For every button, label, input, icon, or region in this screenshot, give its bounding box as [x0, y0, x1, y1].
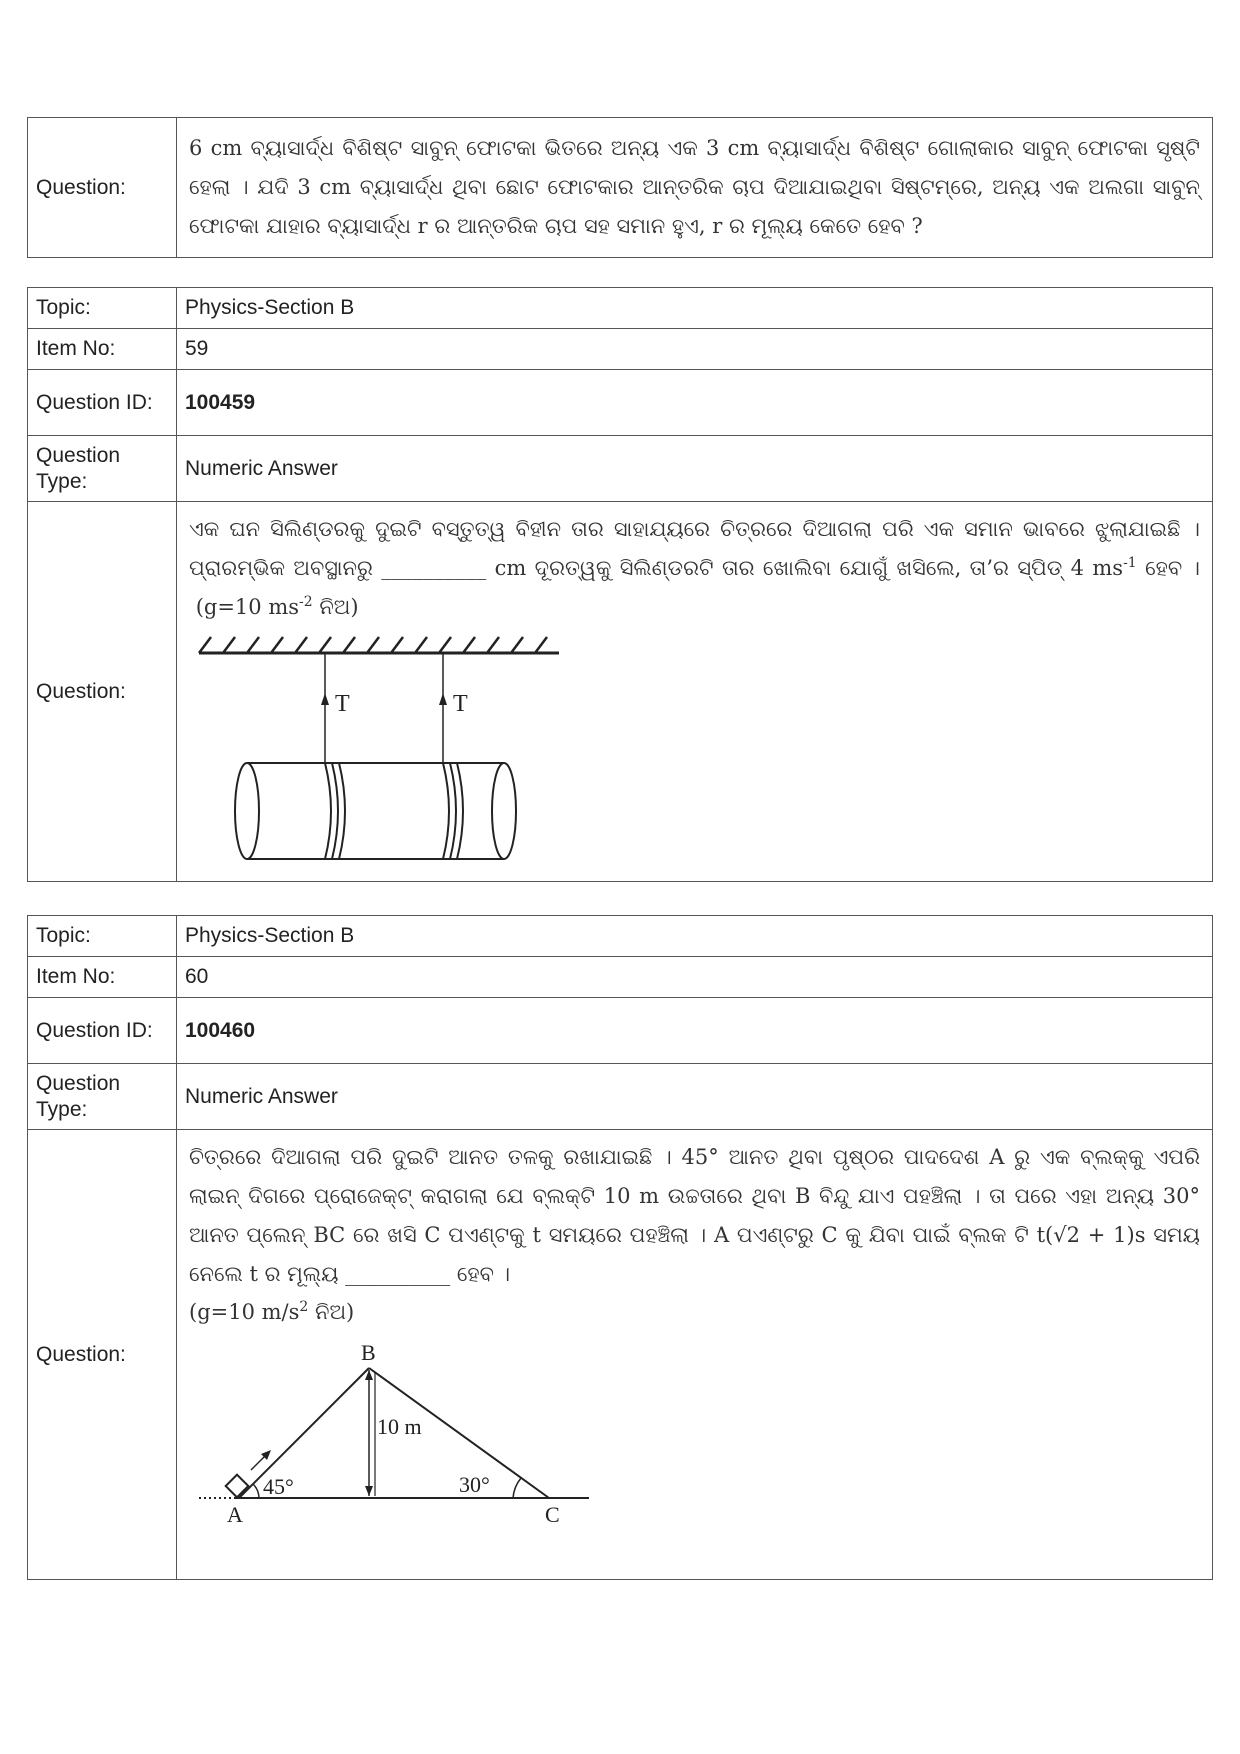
gravity-note	[189, 1293, 1200, 1332]
question-type-label: Question Type:	[28, 436, 177, 502]
tension-arrow-left	[321, 693, 329, 705]
question-type-row	[28, 1064, 1213, 1130]
question-text-main: ଏକ ଘନ ସିଲିଣ୍ଡରକୁ ଦୁଇଟି ବସ୍ତୁତ୍ୱ ବିହୀନ ତାର ସାହାଯ୍ୟରେ ଚିତ୍ରରେ ଦିଆଗଲା ପରି ଏକ ସମାନ ଭାବରେ ଝୁଲାଯାଇଛି । ପ୍ରାରମ୍ଭିକ ଅବସ୍ଥାନରୁ __________ cm ଦୂରତ୍ୱକୁ ସିଲିଣ୍ଡରଟି ତାର ଖୋଲିବା ଯୋଗୁଁ ଖସିଲେ, ତା’ର ସ୍ପିଡ୍ 4 ms	[189, 517, 1200, 580]
question-row	[28, 118, 1213, 258]
gravity-exponent: -2	[299, 593, 313, 610]
height-arrow-bottom	[365, 1486, 373, 1496]
question-label: Question:	[28, 1130, 177, 1580]
question-row	[28, 502, 1213, 882]
gravity-prefix: (g=10 ms	[195, 594, 300, 619]
question-id-value: 100460	[177, 998, 1213, 1064]
question-type-row	[28, 436, 1213, 502]
question-id-label: Question ID:	[28, 998, 177, 1064]
item-no-row	[28, 957, 1213, 998]
question-type-value: Numeric Answer	[177, 1064, 1213, 1130]
cylinder-figure	[189, 631, 609, 866]
incline-ab	[239, 1368, 369, 1498]
item-no-label: Item No:	[28, 957, 177, 998]
question-cell	[177, 502, 1213, 882]
question-id-label: Question ID:	[28, 370, 177, 436]
speed-exponent: -1	[1123, 554, 1137, 571]
height-label: 10 m	[377, 1414, 422, 1440]
point-label-c: C	[545, 1502, 560, 1527]
gravity-suffix: ନିଅ)	[312, 594, 359, 619]
item-no-value: 60	[177, 957, 1213, 998]
block	[226, 1475, 249, 1498]
angle-label-right: 30°	[459, 1472, 490, 1498]
point-label-b: B	[361, 1340, 376, 1366]
question-text: ଚିତ୍ରରେ ଦିଆଗଲା ପରି ଦୁଇଟି ଆନତ ତଳକୁ ରଖାଯାଇଛି । 45° ଆନତ ଥିବା ପୃଷ୍ଠର ପାଦଦେଶ A ରୁ ଏକ ବ୍ଲକ୍‌କୁ ଏପରି ଲାଇନ୍ ଦିଗରେ ପ୍ରୋଜେକ୍ଟ୍ କରାଗଲା ଯେ ବ୍ଲକ୍‌ଟି 10 m ଉଚ୍ଚତାରେ ଥିବା B ବିନ୍ଦୁ ଯାଏ ପହଞ୍ଚିଲା । ତା ପରେ ଏହା ଅନ୍ୟ 30° ଆନତ ପ୍ଲେନ୍ BC ରେ ଖସି C ପଏଣ୍ଟକୁ t ସମୟରେ ପହଞ୍ଚିଲା । A ପଏଣ୍ଟରୁ C କୁ ଯିବା ପାଇଁ ବ୍ଲକ ଟି t(√2 + 1)s ସମୟ ନେଲେ t ର ମୂଲ୍ୟ __________ ହେବ ।	[189, 1145, 1200, 1286]
question-table-3	[27, 915, 1213, 1580]
question-cell	[177, 118, 1213, 258]
gravity-suffix: ନିଅ)	[308, 1300, 355, 1325]
question-row	[28, 1130, 1213, 1580]
item-no-row	[28, 329, 1213, 370]
question-label: Question:	[28, 118, 177, 258]
question-table-2	[27, 287, 1213, 882]
question-id-value: 100459	[177, 370, 1213, 436]
item-no-value: 59	[177, 329, 1213, 370]
incline-figure	[189, 1336, 609, 1526]
question-text: 6 cm ବ୍ୟାସାର୍ଦ୍ଧ ବିଶିଷ୍ଟ ସାବୁନ୍ ଫୋଟକା ଭିତରେ ଅନ୍ୟ ଏକ 3 cm ବ୍ୟାସାର୍ଦ୍ଧ ବିଶିଷ୍ଟ ଗୋଲାକାର ସାବୁନ୍ ଫୋଟକା ସୃଷ୍ଟି ହେଲା । ଯଦି 3 cm ବ୍ୟାସାର୍ଦ୍ଧ ଥିବା ଛୋଟ ଫୋଟକାର ଆନ୍ତରିକ ଚାପ ଦିଆଯାଇଥିବା ସିଷ୍ଟମ୍‌ରେ, ଅନ୍ୟ ଏକ ଅଲଗା ସାବୁନ୍ ଫୋଟକା ଯାହାର ବ୍ୟାସାର୍ଦ୍ଧ r ର ଆନ୍ତରିକ ଚାପ ସହ ସମାନ ହୁଏ, r ର ମୂଲ୍ୟ କେତେ ହେବ ?	[189, 136, 1200, 238]
question-id-row	[28, 370, 1213, 436]
tension-arrow-right	[439, 693, 447, 705]
point-label-a: A	[227, 1502, 243, 1527]
angle-arc-right	[513, 1478, 521, 1498]
topic-label: Topic:	[28, 916, 177, 957]
topic-label: Topic:	[28, 288, 177, 329]
topic-value: Physics-Section B	[177, 916, 1213, 957]
question-id-row	[28, 998, 1213, 1064]
topic-row	[28, 916, 1213, 957]
tension-label-left: T	[335, 690, 350, 717]
question-type-value: Numeric Answer	[177, 436, 1213, 502]
gravity-exponent: 2	[299, 1299, 309, 1316]
question-type-label: Question Type:	[28, 1064, 177, 1130]
angle-label-left: 45°	[263, 1474, 294, 1500]
question-text	[189, 510, 1200, 627]
question-cell	[177, 1130, 1213, 1580]
cylinder	[235, 763, 516, 859]
question-table-1	[27, 117, 1213, 258]
gravity-note	[196, 595, 359, 619]
tension-label-right: T	[453, 690, 468, 717]
ceiling-hatching	[199, 637, 547, 653]
topic-row	[28, 288, 1213, 329]
question-label: Question:	[28, 502, 177, 882]
angle-arc-left	[253, 1484, 259, 1498]
item-no-label: Item No:	[28, 329, 177, 370]
cylinder-winding-right	[443, 763, 463, 859]
question-text-end: ହେବ ।	[1145, 555, 1200, 580]
topic-value: Physics-Section B	[177, 288, 1213, 329]
gravity-prefix: (g=10 m/s	[189, 1300, 300, 1325]
cylinder-winding-left	[325, 763, 345, 859]
